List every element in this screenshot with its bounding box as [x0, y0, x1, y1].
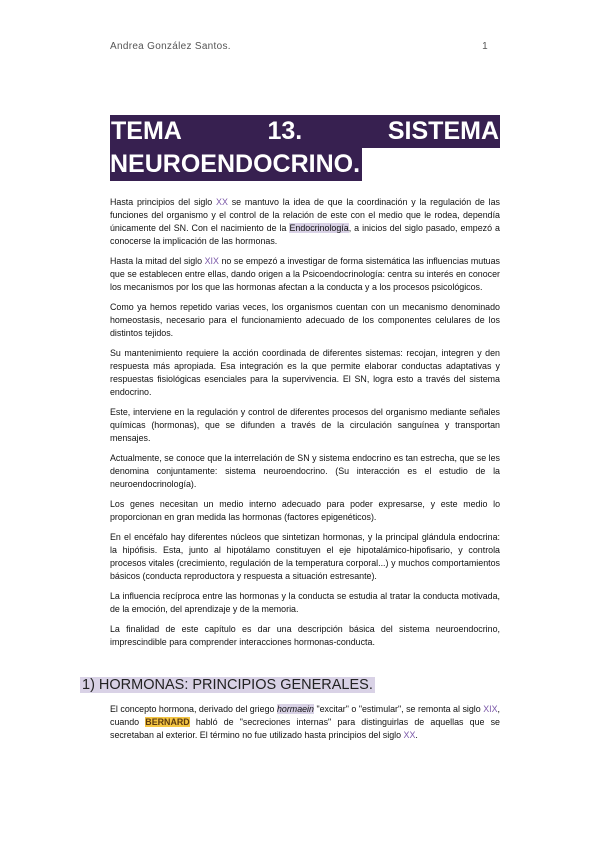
roman-numeral: XX: [216, 197, 228, 207]
title-word-number: 13.: [267, 117, 303, 145]
paragraph-4: Su mantenimiento requiere la acción coordinada de diferentes sistemas: recojan, integren y den respuesta más apropiada. Esa integración es la que permite elaborar conductas adaptativas y respuestas fisiológicas esenciales para la supervivencia. El SN, logra esto a través del sistema endocrino.: [110, 348, 500, 397]
p1-text-c: , a inicios del siglo pasado, empezó a conocerse la implicación de las hormonas.: [110, 223, 500, 246]
title-word-sistema: SISTEMA: [387, 117, 499, 145]
paragraph-1: [110, 196, 500, 248]
s1-text-c: , cuando: [110, 704, 500, 727]
page-title: [110, 115, 500, 181]
s1-text-d: habló de "secreciones internas" para distinguirlas de aquellas que se secretaban al exterior. El término no fue utilizado hasta principios del siglo: [110, 717, 500, 740]
p2-text-b: no se empezó a investigar de forma sistemática las influencias mutuas que se establecen entre ellas, dando origen a la Psicoendocrinología: centra su interés en conocer los mecanismos por los que las hormonas afectan a la conducta y a los procesos psicológicos.: [110, 256, 500, 292]
highlight-endocrinologia: Endocrinología: [289, 223, 349, 233]
paragraph-5: Este, interviene en la regulación y control de diferentes procesos del organismo mediante señales químicas (hormonas), que se difunden a través de la circulación sanguínea y transportan mensajes.: [110, 407, 500, 443]
title-word-tema: TEMA: [111, 117, 182, 145]
s1-text-a: El concepto hormona, derivado del griego: [110, 704, 277, 714]
p1-text-b: se mantuvo la idea de que la coordinación y la regulación de las funciones del organismo y el control de la relación de este con el medio que le rodea, dependía únicamente del SN. Con el nacimiento de la: [110, 197, 500, 233]
section-1-text: [110, 703, 500, 742]
paragraph-7: Los genes necesitan un medio interno adecuado para poder expresarse, y este medio lo proporcionan en gran medida las hormonas (factores epigenéticos).: [110, 499, 500, 522]
page-number: 1: [482, 41, 488, 52]
greek-term: hormaein: [276, 704, 314, 714]
paragraph-3: Como ya hemos repetido varias veces, los organismos cuentan con un mecanismo denominado homeostasis, necesario para el funcionamiento adecuado de los componentes celulares de los distintos tejidos.: [110, 302, 500, 338]
title-line-2: NEUROENDOCRINO.: [110, 148, 362, 181]
s1-text-b: "excitar" o "estimular", se remonta al siglo: [313, 704, 484, 714]
paragraph-8: En el encéfalo hay diferentes núcleos que sintetizan hormonas, y la principal glándula endocrina: la hipófisis. Esta, junto al hipotálamo constituyen el eje hipotalámico-hipofisario, y controla procesos vitales (crecimiento, regulación de la temperatura corporal...) y muchos comportamientos básicos (conducta reproductora y respuesta a situación estresante).: [110, 532, 500, 581]
highlight-bernard: BERNARD: [145, 717, 190, 727]
s1-text-e: .: [415, 730, 418, 740]
paragraph-9: La influencia recíproca entre las hormonas y la conducta se estudia al tratar la conducta motivada, de la emoción, del aprendizaje y de la memoria.: [110, 591, 500, 614]
paragraph-10: La finalidad de este capítulo es dar una descripción básica del sistema neuroendocrino, imprescindible para comprender interacciones hormonas-conducta.: [110, 624, 500, 647]
p1-text-a: Hasta principios del siglo: [110, 197, 217, 207]
section-heading: 1) HORMONAS: PRINCIPIOS GENERALES.: [82, 677, 373, 693]
roman-numeral: XIX: [483, 704, 498, 714]
roman-numeral: XIX: [204, 256, 219, 266]
section-1-paragraph: [110, 703, 500, 742]
paragraph-2: [110, 255, 500, 294]
roman-numeral: XX: [403, 730, 416, 740]
body-text: [110, 196, 500, 656]
paragraph-6: Actualmente, se conoce que la interrelación de SN y sistema endocrino es tan estrecha, que se les denomina conjuntamente: sistema neuroendocrino. (Su interacción es el estudio de la neuroendocrinología).: [110, 453, 500, 489]
title-line-1: [110, 115, 500, 148]
page-header: [110, 41, 488, 52]
author-name: Andrea González Santos.: [110, 41, 231, 52]
p2-text-a: Hasta la mitad del siglo: [110, 256, 205, 266]
